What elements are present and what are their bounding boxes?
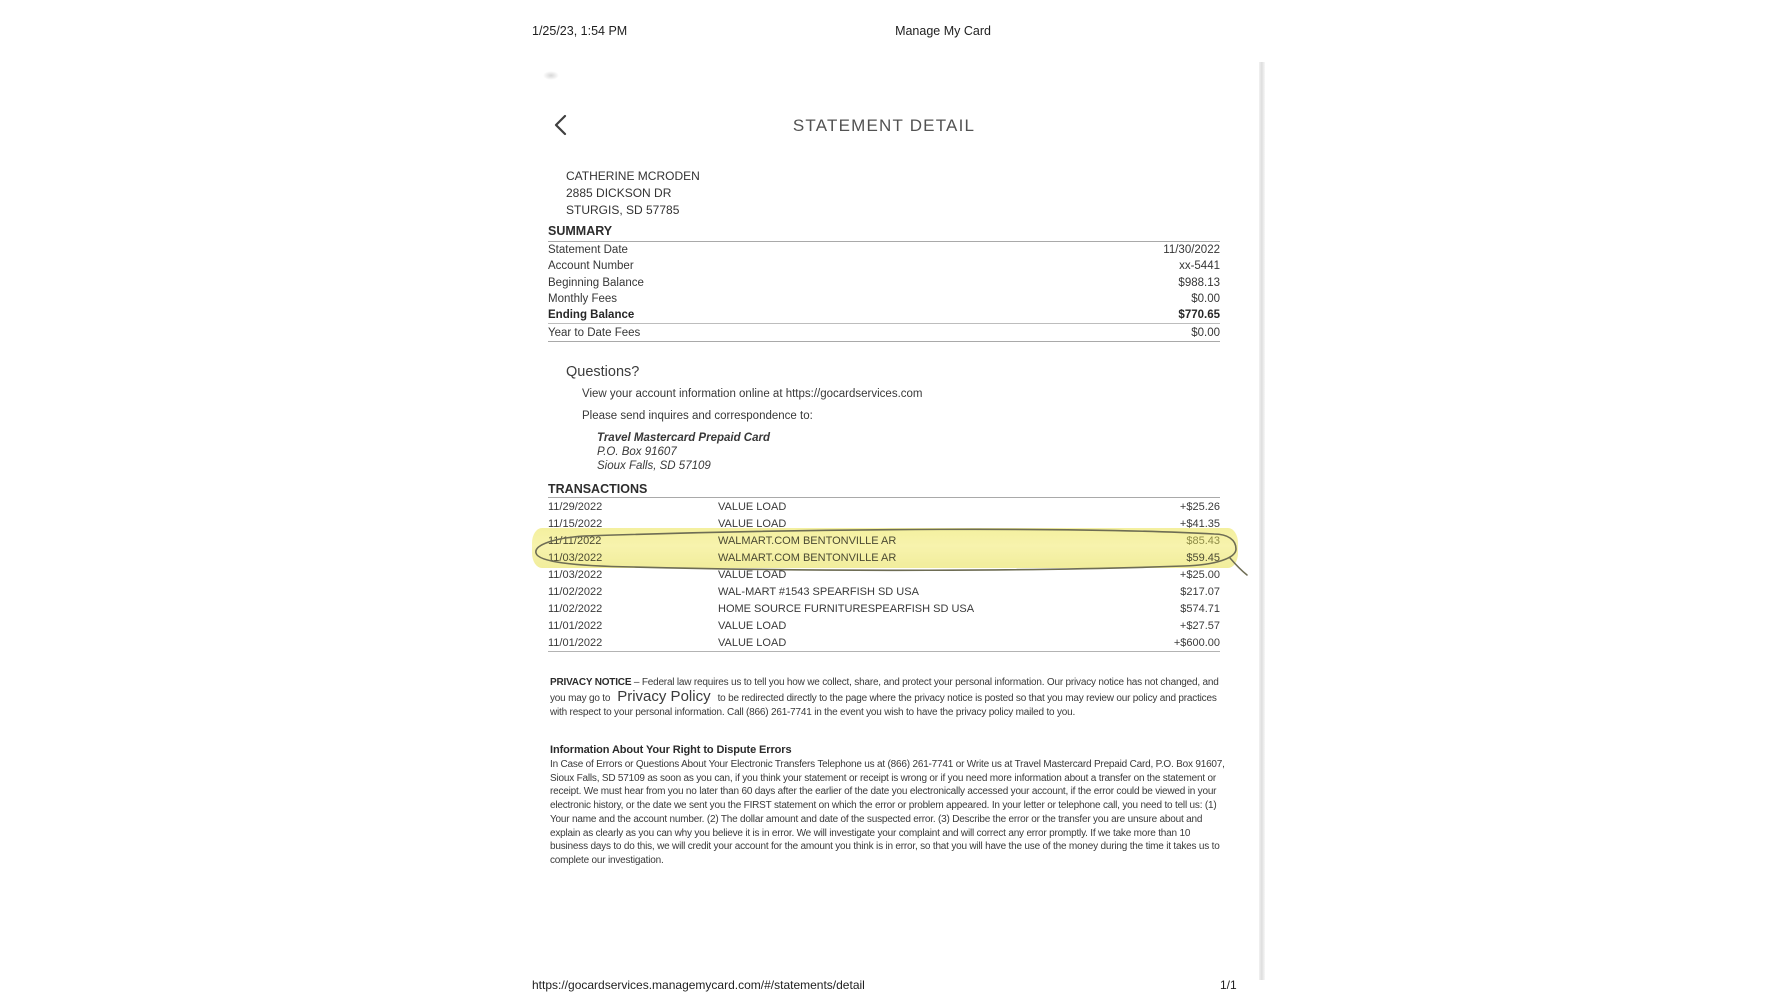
summary-row-statement-date <box>548 242 1220 258</box>
summary-section <box>548 224 1220 342</box>
questions-heading: Questions? <box>566 364 640 380</box>
tx-description: VALUE LOAD <box>718 500 787 513</box>
transaction-row-highlighted <box>548 532 1220 549</box>
tx-description: WALMART.COM BENTONVILLE AR <box>718 534 897 547</box>
tx-description: VALUE LOAD <box>718 636 787 649</box>
summary-value: $0.00 <box>1191 293 1220 306</box>
privacy-text-before: – Federal law requires us to tell you how we collect, share, and protect your personal information. Our privacy notice has not changed, and you may go to <box>550 677 1219 705</box>
privacy-notice <box>550 676 1226 721</box>
tx-amount: +$27.57 <box>1179 619 1220 632</box>
transaction-row-highlighted <box>548 549 1220 566</box>
summary-row-ending-balance <box>548 307 1220 323</box>
summary-label: Beginning Balance <box>548 276 644 289</box>
transaction-row <box>548 634 1220 651</box>
summary-label: Statement Date <box>548 244 628 257</box>
tx-amount: $217.07 <box>1180 585 1220 598</box>
summary-value: $770.65 <box>1178 309 1220 322</box>
tx-amount: +$600.00 <box>1173 636 1220 649</box>
transaction-row <box>548 583 1220 600</box>
back-icon[interactable] <box>552 112 574 138</box>
summary-row-account-number <box>548 258 1220 274</box>
transactions-heading: TRANSACTIONS <box>548 482 1220 498</box>
summary-row-year-to-date-fees <box>548 323 1220 342</box>
card-mailing-address <box>597 432 770 473</box>
page-title: STATEMENT DETAIL <box>792 116 976 135</box>
questions-section <box>566 364 1206 472</box>
summary-value: $988.13 <box>1178 276 1220 289</box>
recipient-name: CATHERINE MCRODEN <box>566 169 700 183</box>
privacy-policy-link[interactable]: Privacy Policy <box>617 688 711 706</box>
summary-label: Year to Date Fees <box>548 326 641 339</box>
transactions-table <box>548 498 1220 652</box>
transaction-row <box>548 600 1220 617</box>
tx-description: VALUE LOAD <box>718 568 787 581</box>
dispute-heading: Information About Your Right to Dispute Errors <box>550 744 792 756</box>
tx-date: 11/02/2022 <box>548 585 603 598</box>
card-po-box: P.O. Box 91607 <box>597 445 677 458</box>
tx-amount: +$41.35 <box>1179 517 1220 530</box>
tx-date: 11/01/2022 <box>548 619 603 632</box>
tx-date: 11/29/2022 <box>548 500 603 513</box>
summary-value: xx-5441 <box>1179 260 1220 273</box>
tx-description: VALUE LOAD <box>718 517 787 530</box>
tx-amount: $85.43 <box>1186 534 1220 547</box>
dispute-body: In Case of Errors or Questions About Your Electronic Transfers Telephone us at (866) 261-7741 or Write us at Travel Mastercard Prepaid Card, P.O. Box 91607, Sioux Falls, SD 57109 as soon as you can, if you think your statement or receipt is wrong or if you need more information about a transfer on the statement or receipt. We must hear from you no later than 60 days after the earlier of the date you electronically accessed your account, if the error could be viewed in your electronic history, or the date we sent you the FIRST statement on which the error or problem appeared. In your letter or telephone call, you need to tell us: (1) Your name and the account number. (2) The dollar amount and date of the suspected error. (3) Describe the error or the transfer you are unsure about and explain as clearly as you can why you believe it is in error. We will investigate your complaint and will correct any error promptly. If we take more than 10 business days to do this, we will credit your account for the amount you think is in error, so that you will have the use of the money during the time it takes us to complete our investigation. <box>550 759 1225 866</box>
print-footer-page-number: 1/1 <box>1220 978 1237 992</box>
transactions-section <box>548 482 1220 652</box>
tx-amount: +$25.26 <box>1179 500 1220 513</box>
tx-date: 11/11/2022 <box>548 534 602 547</box>
dispute-errors-section <box>550 744 1226 868</box>
tx-date: 11/15/2022 <box>548 517 603 530</box>
summary-row-beginning-balance <box>548 275 1220 291</box>
tx-date: 11/03/2022 <box>548 551 603 564</box>
tx-date: 11/01/2022 <box>548 636 603 649</box>
print-timestamp: 1/25/23, 1:54 PM <box>532 24 628 38</box>
print-footer-url: https://gocardservices.managemycard.com/#/statements/detail <box>532 978 865 992</box>
card-city: Sioux Falls, SD 57109 <box>597 459 711 472</box>
summary-value: 11/30/2022 <box>1163 244 1220 257</box>
summary-label: Account Number <box>548 260 634 273</box>
tx-description: WAL-MART #1543 SPEARFISH SD USA <box>718 585 919 598</box>
recipient-city: STURGIS, SD 57785 <box>566 203 680 217</box>
statement-document <box>548 0 1225 1000</box>
tx-amount: $574.71 <box>1180 602 1220 615</box>
summary-label: Monthly Fees <box>548 293 618 306</box>
recipient-street: 2885 DICKSON DR <box>566 186 672 200</box>
tx-description: HOME SOURCE FURNITURESPEARFISH SD USA <box>718 602 975 615</box>
scanned-page-edge <box>1259 62 1265 980</box>
transaction-row <box>548 617 1220 634</box>
recipient-address-block <box>566 168 700 219</box>
transaction-row <box>548 566 1220 583</box>
questions-online-info: View your account information online at https://gocardservices.com <box>582 388 923 400</box>
questions-correspondence: Please send inquires and correspondence to: <box>582 410 813 422</box>
summary-value: $0.00 <box>1191 326 1220 339</box>
transaction-row <box>548 498 1220 515</box>
summary-row-monthly-fees <box>548 291 1220 307</box>
tx-description: VALUE LOAD <box>718 619 787 632</box>
summary-heading: SUMMARY <box>548 224 1220 242</box>
summary-label: Ending Balance <box>548 309 635 322</box>
card-program-name: Travel Mastercard Prepaid Card <box>597 432 771 444</box>
transaction-row <box>548 515 1220 532</box>
print-page-title: Manage My Card <box>895 24 991 38</box>
privacy-notice-label: PRIVACY NOTICE <box>550 677 632 688</box>
tx-date: 11/03/2022 <box>548 568 603 581</box>
tx-amount: $59.45 <box>1186 551 1220 564</box>
privacy-text-after: to be redirected directly to the page where the privacy notice is posted so that you may review our policy and practices with respect to your personal information. Call (866) 261-7741 in the event you wish to have the privacy policy mailed to you. <box>550 693 1217 719</box>
tx-description: WALMART.COM BENTONVILLE AR <box>718 551 897 564</box>
tx-date: 11/02/2022 <box>548 602 603 615</box>
tx-amount: +$25.00 <box>1179 568 1220 581</box>
